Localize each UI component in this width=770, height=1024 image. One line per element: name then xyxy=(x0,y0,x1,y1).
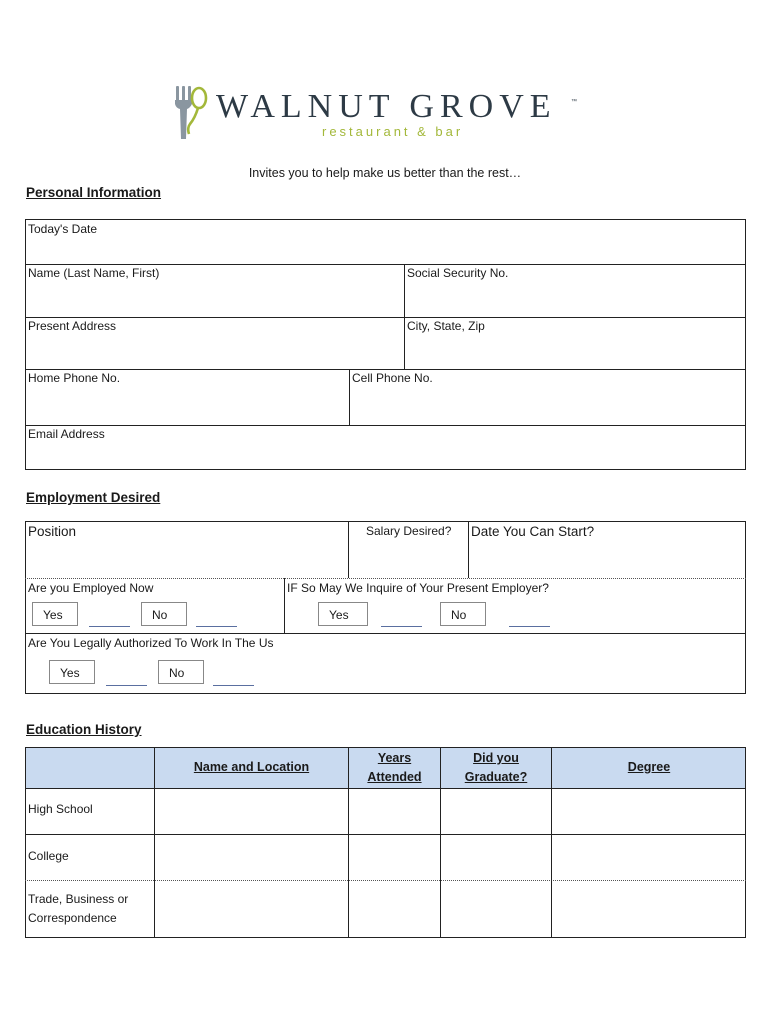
city-state-zip-field[interactable]: City, State, Zip xyxy=(407,319,485,333)
fork-spoon-icon xyxy=(170,84,212,142)
name-field[interactable]: Name (Last Name, First) xyxy=(28,266,160,280)
divider xyxy=(404,264,405,369)
address-field[interactable]: Present Address xyxy=(28,319,117,333)
ssn-field[interactable]: Social Security No. xyxy=(407,266,509,280)
authorized-yes-blank[interactable] xyxy=(106,685,147,686)
divider xyxy=(468,521,469,578)
divider xyxy=(349,369,350,425)
section-heading-employment: Employment Desired xyxy=(26,490,161,505)
row-label-college: College xyxy=(28,849,69,863)
personal-info-table xyxy=(25,219,746,470)
col-header-years-line2: Attended xyxy=(367,770,422,784)
college-years-cell[interactable] xyxy=(349,835,440,880)
divider xyxy=(25,369,746,370)
trade-years-cell[interactable] xyxy=(349,881,440,937)
divider xyxy=(25,425,746,426)
row-label-high-school: High School xyxy=(28,802,93,816)
trade-name-cell[interactable] xyxy=(155,881,348,937)
row-label-trade-line1: Trade, Business or xyxy=(28,892,129,906)
inquire-yes-blank[interactable] xyxy=(381,626,422,627)
high-school-name-cell[interactable] xyxy=(155,789,348,834)
authorized-label: Are You Legally Authorized To Work In The Us xyxy=(28,636,274,650)
authorized-yes-option[interactable]: Yes xyxy=(49,660,95,684)
col-header-graduate-line2: Graduate? xyxy=(464,770,528,784)
divider xyxy=(25,578,746,579)
section-heading-personal: Personal Information xyxy=(26,185,162,200)
high-school-degree-cell[interactable] xyxy=(552,789,745,834)
employed-yes-option[interactable]: Yes xyxy=(32,602,78,626)
col-header-degree: Degree xyxy=(627,760,671,774)
employed-now-label: Are you Employed Now xyxy=(28,581,154,595)
email-field[interactable]: Email Address xyxy=(28,427,105,441)
logo-subtitle: restaurant & bar xyxy=(322,124,464,139)
home-phone-field[interactable]: Home Phone No. xyxy=(28,371,121,385)
tagline: Invites you to help make us better than the rest… xyxy=(248,166,522,180)
cell-phone-field[interactable]: Cell Phone No. xyxy=(352,371,433,385)
col-header-graduate-line1: Did you xyxy=(473,751,519,765)
col-header-years-line1: Years xyxy=(377,751,412,765)
section-heading-education: Education History xyxy=(26,722,142,737)
authorized-no-blank[interactable] xyxy=(213,685,254,686)
row-label-trade-line2: Correspondence xyxy=(28,911,117,925)
employed-no-option[interactable]: No xyxy=(141,602,187,626)
college-name-cell[interactable] xyxy=(155,835,348,880)
college-graduate-cell[interactable] xyxy=(441,835,551,880)
employed-no-blank[interactable] xyxy=(196,626,237,627)
divider xyxy=(284,578,285,633)
high-school-graduate-cell[interactable] xyxy=(441,789,551,834)
college-degree-cell[interactable] xyxy=(552,835,745,880)
logo-trademark: ™ xyxy=(571,99,577,105)
position-field[interactable]: Position xyxy=(28,524,77,539)
authorized-no-option[interactable]: No xyxy=(158,660,204,684)
trade-degree-cell[interactable] xyxy=(552,881,745,937)
divider xyxy=(348,521,349,578)
start-date-field[interactable]: Date You Can Start? xyxy=(471,524,595,539)
inquire-no-option[interactable]: No xyxy=(440,602,486,626)
employment-table xyxy=(25,521,746,694)
inquire-no-blank[interactable] xyxy=(509,626,550,627)
salary-field[interactable]: Salary Desired? xyxy=(366,524,452,538)
logo-name: WALNUT GROVE xyxy=(216,88,557,125)
col-header-name-location: Name and Location xyxy=(193,760,310,774)
divider xyxy=(25,633,746,634)
high-school-years-cell[interactable] xyxy=(349,789,440,834)
divider xyxy=(25,317,746,318)
employed-yes-blank[interactable] xyxy=(89,626,130,627)
divider xyxy=(25,264,746,265)
inquire-label: IF So May We Inquire of Your Present Employer? xyxy=(287,581,549,595)
todays-date-field[interactable]: Today's Date xyxy=(28,222,97,236)
inquire-yes-option[interactable]: Yes xyxy=(318,602,368,626)
trade-graduate-cell[interactable] xyxy=(441,881,551,937)
